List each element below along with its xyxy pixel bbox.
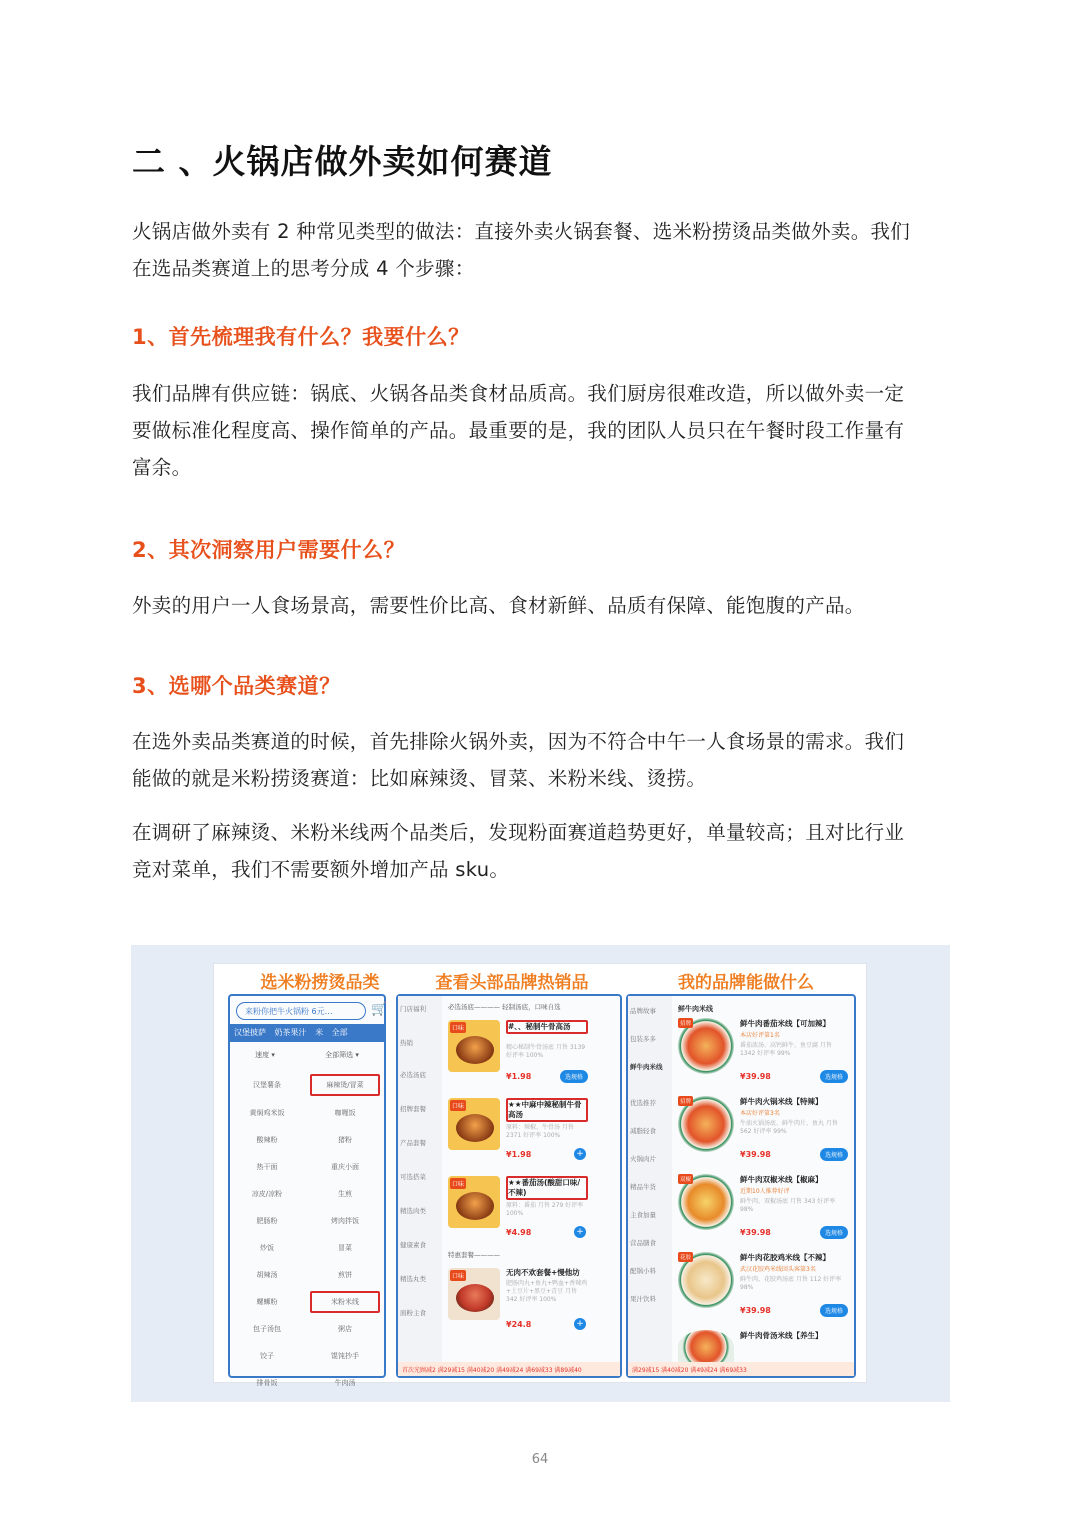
category-item[interactable]: 包子汤包 [253,1325,281,1333]
category-item[interactable]: 重庆小面 [331,1163,359,1171]
sidebar-item[interactable]: 产品套餐 [400,1139,426,1147]
product-card[interactable] [678,1168,848,1244]
sidebar-item[interactable]: 可选搭菜 [400,1173,426,1181]
product-title: 鲜牛肉骨汤米线【养生】 [740,1331,823,1340]
category-item[interactable]: 热干面 [256,1163,278,1171]
product-ranking: 武汉花胶鸡米线回头客第3名 [740,1266,816,1273]
product-meta: 肥肠肉丸+鱼丸+鸭血+香辣鸡+土豆片+黑豆+青豆 月售 342 好评率 100% [506,1280,588,1303]
category-item[interactable]: 胡辣汤 [256,1271,278,1279]
product-tag: 双椒 [678,1174,693,1184]
product-image [448,1020,500,1072]
category-item-highlighted[interactable]: 米粉米线 [310,1291,380,1313]
step3-line: 竞对菜单，我们不需要额外增加产品 sku。 [132,858,510,881]
product-tag: 口味 [450,1178,466,1189]
product-meta: 原料：番茄 月售 279 好评率 100% [506,1202,584,1217]
product-title: 鲜牛肉花胶鸡米线【不辣】 [740,1253,830,1262]
step1-paragraph [132,375,952,486]
product-card[interactable] [448,1170,588,1244]
sidebar-item[interactable]: 果汁饮料 [630,1295,656,1303]
product-image [678,1174,734,1230]
product-title: 鲜牛肉双椒米线【椒麻】 [740,1175,823,1184]
product-meta: 原料：辣椒、牛骨汤 月售 2371 好评率 100% [506,1124,574,1139]
step3-line: 能做的就是米粉捞烫赛道：比如麻辣烫、冒菜、米粉米线、烫捞。 [132,767,707,790]
sidebar-item[interactable]: 营品膳食 [630,1239,656,1247]
product-ranking: 近期10人推荐好评 [740,1188,790,1195]
sidebar-item[interactable]: 面粉主食 [400,1309,426,1317]
sidebar-item[interactable]: 精选丸类 [400,1275,426,1283]
category-tabs [230,1024,384,1042]
product-tag: 花胶 [678,1252,693,1262]
section-heading: 二 、火锅店做外卖如何赛道 [132,142,553,181]
product-tag: 口味 [450,1100,466,1111]
category-item[interactable]: 猪粉 [338,1136,352,1144]
category-item[interactable]: 酸辣粉 [256,1136,278,1144]
intro-line: 在选品类赛道上的思考分成 4 个步骤： [132,257,475,280]
filter-speed[interactable]: 速度 ▾ [255,1051,275,1059]
product-card[interactable] [678,1324,848,1364]
product-price: ¥1.98 [506,1072,532,1081]
step2-line: 外卖的用户一人食场景高，需要性价比高、食材新鲜、品质有保障、能饱腹的产品。 [132,594,865,617]
section-label: 鲜牛肉米线 [678,1005,713,1013]
sidebar-item[interactable]: 减脂轻食 [630,1127,656,1135]
sidebar-item[interactable]: 精选肉类 [400,1207,426,1215]
product-card[interactable] [448,1014,588,1088]
tab[interactable]: 米 [315,1028,324,1037]
sidebar-item[interactable]: 精品牛货 [630,1183,656,1191]
product-image [678,1096,734,1152]
section-label: 必选汤底———— 轻制汤底，口味自选 [448,1003,561,1011]
product-ranking: 本店好评第1名 [740,1032,780,1039]
product-meta: 番茄浓汤、高钙鲜牛、鱼豆腐 月售 1342 好评率 99% [740,1042,832,1057]
category-item[interactable]: 黄焖鸡米饭 [249,1109,285,1117]
product-card[interactable] [678,1246,848,1322]
comparison-figure [213,963,867,1387]
step3-paragraph-1 [132,723,952,797]
product-price: ¥39.98 [740,1150,771,1159]
sidebar-item-active[interactable]: 鲜牛肉米线 [630,1063,663,1071]
tab[interactable]: 奶茶果汁 [274,1028,307,1037]
product-ranking: 本店好评第3名 [740,1110,780,1117]
discount-bar: 满29减15 满40减20 满49减24 满69减33 [628,1362,854,1376]
category-item[interactable]: 咖喱饭 [334,1109,356,1117]
figure-column-my-brand [624,964,868,1384]
product-price: ¥39.98 [740,1072,771,1081]
product-card[interactable] [448,1262,588,1336]
product-tag: 招牌 [678,1096,693,1106]
product-image [678,1252,734,1308]
category-item[interactable]: 冒菜 [338,1244,352,1252]
step3-line: 在调研了麻辣烫、米粉米线两个品类后，发现粉面赛道趋势更好，单量较高；且对比行业 [132,821,905,844]
tab[interactable]: 汉堡披萨 [234,1028,266,1037]
filter-row [230,1050,384,1060]
phone-screen [228,994,388,1387]
intro-line: 火锅店做外卖有 2 种常见类型的做法：直接外卖火锅套餐、选米粉捞烫品类做外卖。我们 [132,220,911,243]
category-item[interactable]: 螺蛳粉 [256,1298,278,1306]
phone-screen [626,994,856,1378]
category-item[interactable]: 烤肉拌饭 [331,1217,359,1225]
product-image [448,1268,500,1320]
select-spec-button[interactable]: 选规格 [820,1226,848,1239]
search-input[interactable]: 来粉你把牛火锅粉 6元… [236,1002,366,1020]
sidebar-item[interactable]: 包装多多 [630,1035,656,1043]
sidebar-item[interactable]: 优选推荐 [630,1099,656,1107]
step1-heading: 1、首先梳理我有什么？我要什么？ [132,325,470,349]
product-tag: 口味 [450,1270,466,1281]
phone-screen [396,994,622,1378]
figure-column-competitors [392,964,632,1384]
product-meta: 精心秘制牛骨汤底 月售 3139 好评率 100% [506,1044,586,1059]
intro-paragraph [132,213,952,287]
column-title: 选米粉捞烫品类 [260,973,380,993]
category-item[interactable]: 汉堡薯条 [253,1081,281,1089]
section-label: 特惠套餐———— [448,1251,500,1259]
product-meta: 牛油火锅汤底、鲜牛肉片、鱼丸 月售 562 好评率 99% [740,1120,838,1135]
product-title: 无肉不欢套餐+慢他坊 [506,1268,580,1277]
step1-line: 要做标准化程度高、操作简单的产品。最重要的是，我的团队人员只在午餐时段工作量有 [132,419,905,442]
menu-sidebar [628,996,672,1376]
product-image [448,1098,500,1150]
product-title: #、、秘制牛骨高汤 [506,1020,588,1034]
step1-line: 我们品牌有供应链：锅底、火锅各品类食材品质高。我们厨房很难改造，所以做外卖一定 [132,382,905,405]
step3-paragraph-2 [132,814,952,888]
product-price: ¥39.98 [740,1306,771,1315]
add-button[interactable]: + [574,1318,586,1330]
select-spec-button[interactable]: 选规格 [820,1304,848,1317]
sidebar-item[interactable]: 健康素食 [400,1241,426,1249]
select-spec-button[interactable]: 选规格 [560,1070,588,1083]
step2-heading: 2、其次洞察用户需要什么？ [132,538,406,562]
category-item[interactable]: 肥肠粉 [256,1217,278,1225]
sidebar-item[interactable]: 热销 [400,1039,413,1047]
product-image [678,1330,734,1364]
menu-sidebar [398,996,442,1376]
sidebar-item[interactable]: 招牌套餐 [400,1105,426,1113]
category-item[interactable]: 馄饨抄手 [331,1352,359,1360]
step3-line: 在选外卖品类赛道的时候，首先排除火锅外卖，因为不符合中午一人食场景的需求。我们 [132,730,905,753]
category-item[interactable]: 凉皮/凉粉 [251,1190,283,1198]
category-item[interactable]: 生煎 [338,1190,352,1198]
discount-bar: 首次光顾减2 满29减15 满40减20 满49减24 满69减33 满89减40 [398,1362,620,1376]
category-item[interactable]: 炒饭 [260,1244,274,1252]
sidebar-item[interactable]: 火锅肉片 [630,1155,656,1163]
sidebar-item[interactable]: 主食加量 [630,1211,656,1219]
sidebar-item[interactable]: 品牌故事 [630,1007,656,1015]
add-button[interactable]: + [574,1226,586,1238]
category-item[interactable]: 粥店 [338,1325,352,1333]
cart-icon[interactable]: 🛒 [371,1002,388,1017]
product-image [448,1176,500,1228]
column-title: 我的品牌能做什么 [678,973,814,993]
category-item[interactable]: 饺子 [260,1352,274,1360]
product-title: ★★番茄汤(酸甜口味/不辣) [506,1176,588,1200]
product-tag: 招牌 [678,1018,693,1028]
page-number: 64 [531,1452,549,1467]
product-meta: 鲜牛肉、花胶鸡汤底 月售 112 好评率 98% [740,1276,842,1291]
product-card[interactable] [678,1090,848,1166]
category-item-highlighted[interactable]: 麻辣烫/冒菜 [310,1074,380,1096]
category-item[interactable]: 煎饼 [338,1271,352,1279]
product-price: ¥39.98 [740,1228,771,1237]
sidebar-item[interactable]: 配锅小料 [630,1267,656,1275]
step1-line: 富余。 [132,456,192,479]
product-title: 鲜牛肉火锅米线【特辣】 [740,1097,823,1106]
product-meta: 鲜牛肉、双椒汤底 月售 343 好评率 98% [740,1198,836,1213]
category-item[interactable]: 牛肉汤 [334,1379,356,1387]
product-card[interactable] [678,1012,848,1088]
step2-paragraph [132,587,952,624]
sidebar-item[interactable]: 门店福利 [400,1005,426,1013]
column-title: 查看头部品牌热销品 [435,973,589,993]
product-title: ★★中麻中辣秘制牛骨高汤 [506,1098,588,1122]
product-tag: 口味 [450,1022,466,1033]
category-item[interactable]: 排骨饭 [256,1379,278,1387]
product-price: ¥1.98 [506,1150,532,1159]
select-spec-button[interactable]: 选规格 [820,1148,848,1161]
product-price: ¥4.98 [506,1228,532,1237]
product-card[interactable] [448,1092,588,1166]
step3-heading: 3、选哪个品类赛道？ [132,674,341,698]
sidebar-item[interactable]: 必选汤底 [400,1071,426,1079]
product-image [678,1018,734,1074]
tab[interactable]: 全部 [331,1028,348,1037]
select-spec-button[interactable]: 选规格 [820,1070,848,1083]
filter-all[interactable]: 全部筛选 ▾ [325,1051,359,1059]
product-price: ¥24.8 [506,1320,532,1329]
add-button[interactable]: + [574,1148,586,1160]
product-title: 鲜牛肉番茄米线【可加辣】 [740,1019,830,1028]
